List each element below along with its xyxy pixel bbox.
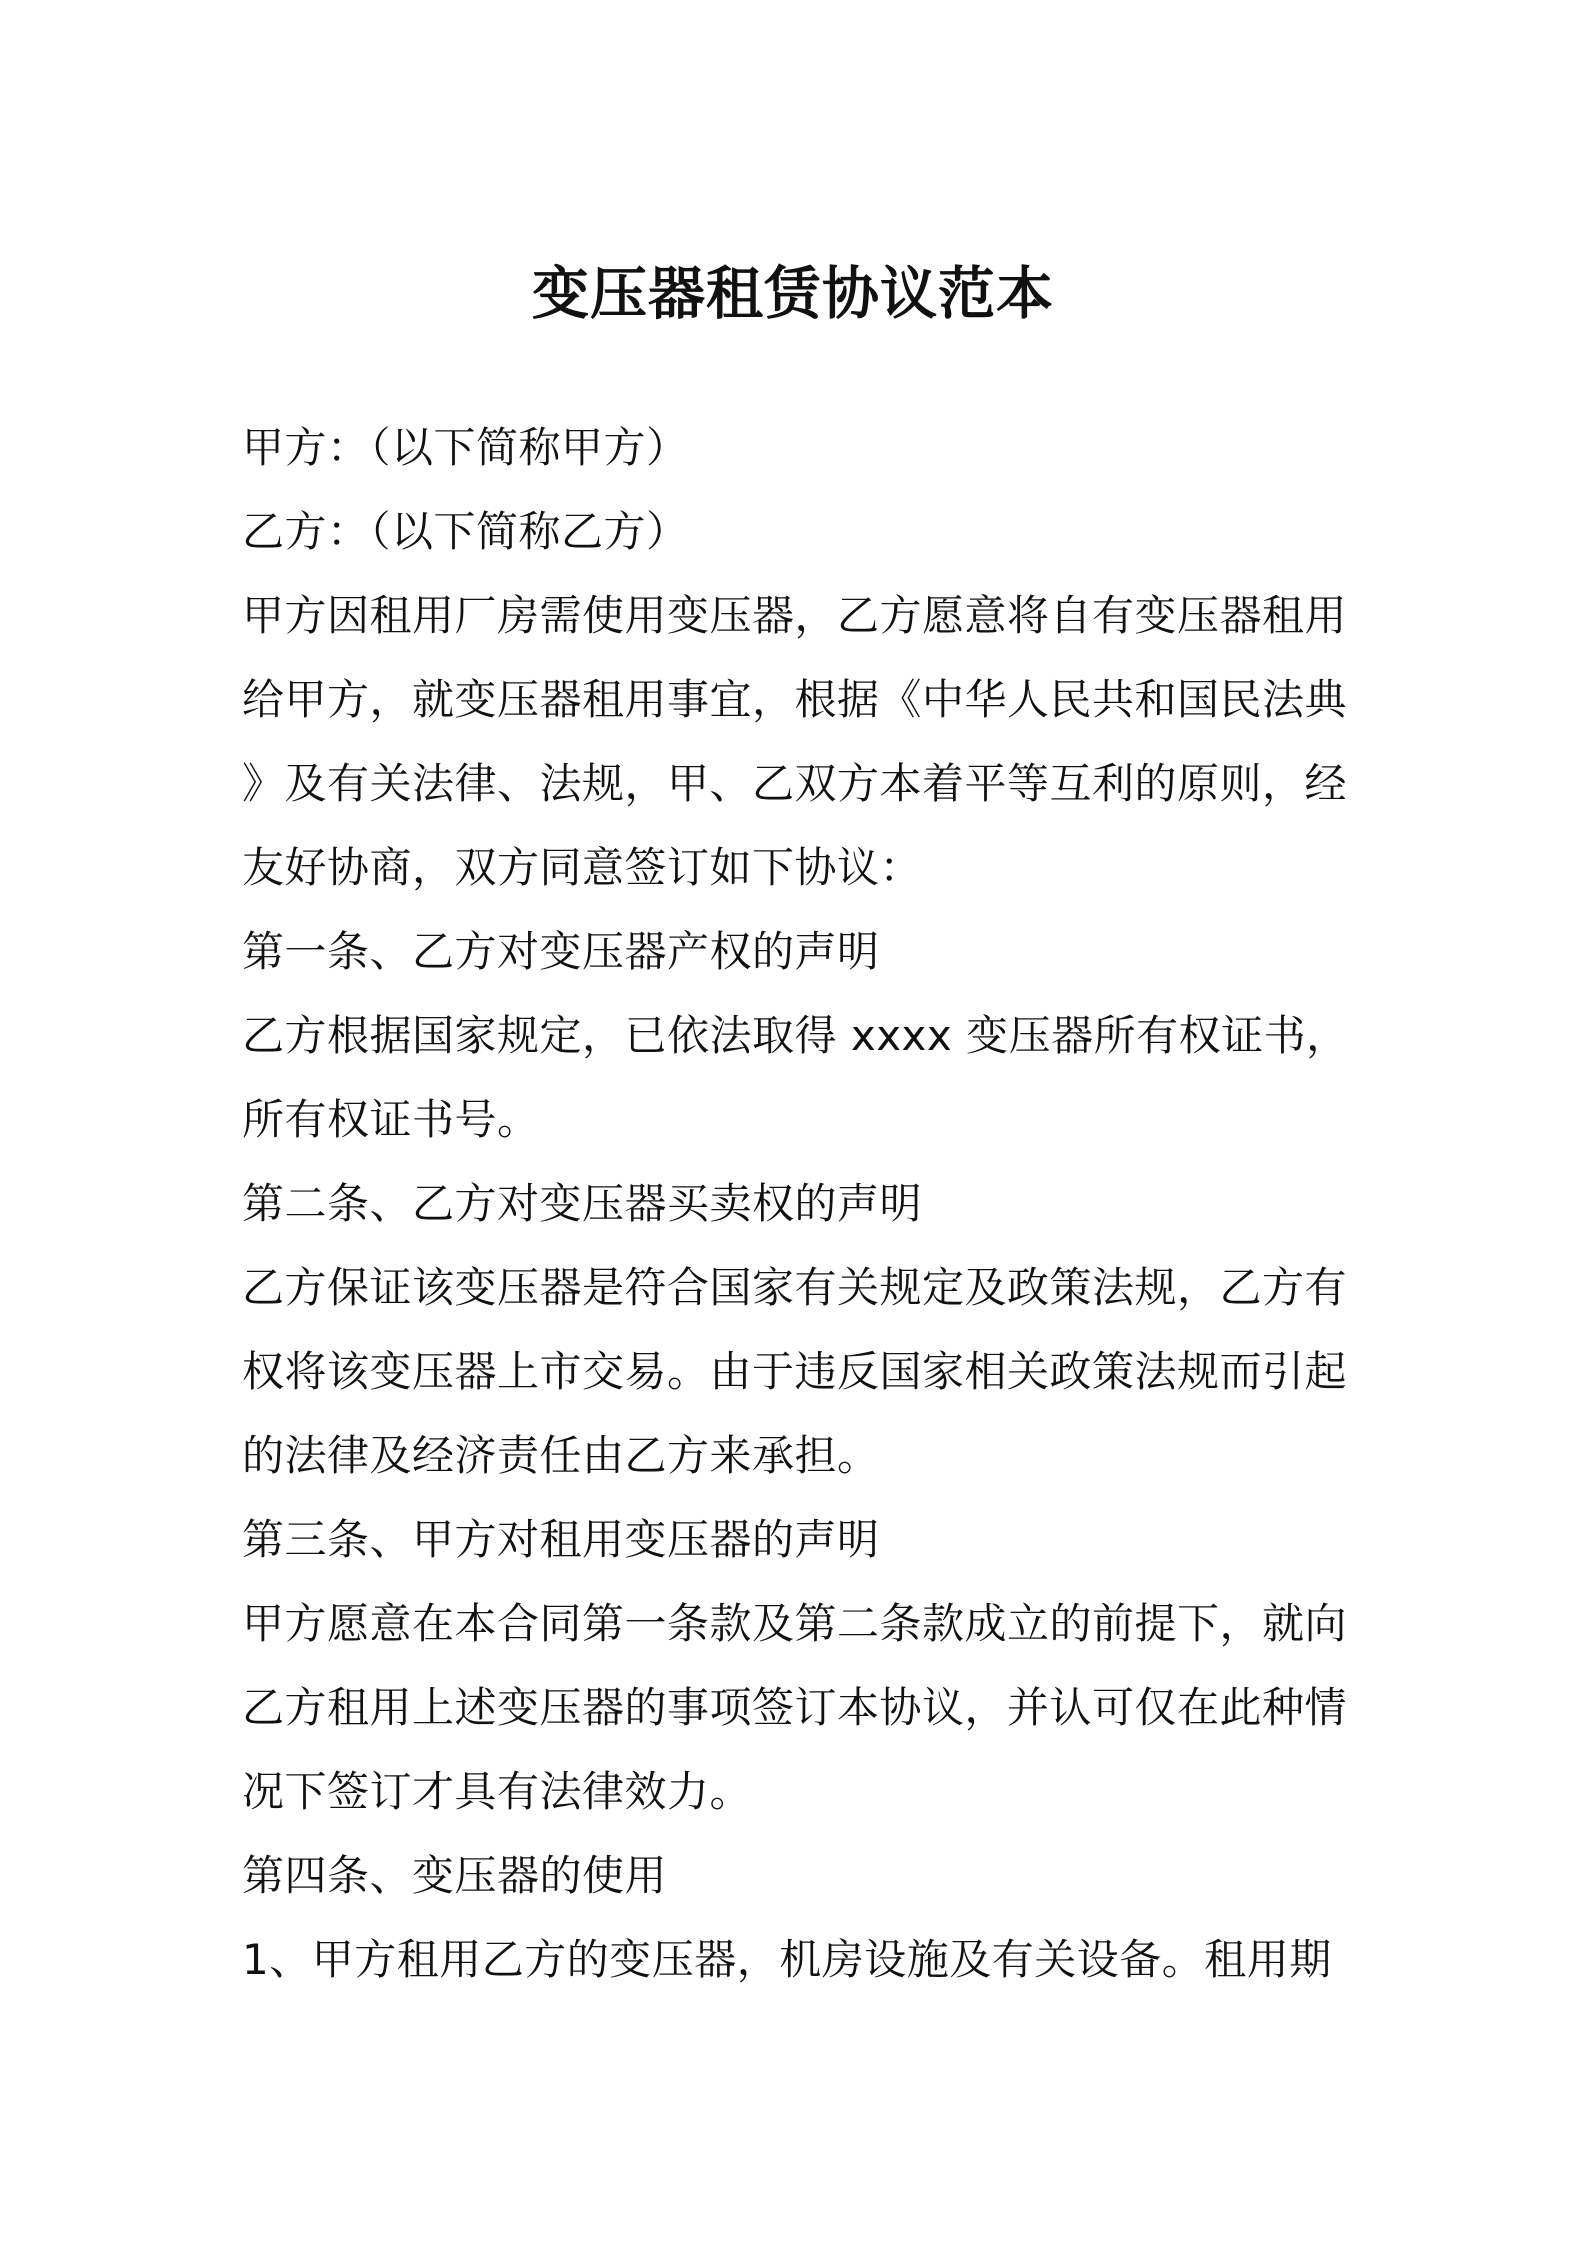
preamble-line: 友好协商，双方同意签订如下协议： bbox=[242, 843, 923, 892]
article-1-text: 所有权证书号。 bbox=[242, 1095, 540, 1144]
article-2-text: 的法律及经济责任由乙方来承担。 bbox=[242, 1431, 880, 1480]
document-body bbox=[242, 406, 1362, 2002]
preamble-line: 》及有关法律、法规，甲、乙双方本着平等互利的原则，经 bbox=[242, 759, 1348, 808]
article-2-text: 权将该变压器上市交易。由于违反国家相关政策法规而引起 bbox=[242, 1347, 1348, 1396]
preamble-line: 给甲方，就变压器租用事宜，根据《中华人民共和国民法典 bbox=[242, 675, 1348, 724]
article-1-text: 乙方根据国家规定，已依法取得 xxxx 变压器所有权证书， bbox=[242, 1011, 1349, 1060]
article-3-text: 况下签订才具有法律效力。 bbox=[242, 1767, 753, 1816]
party-b-line: 乙方：（以下简称乙方） bbox=[242, 507, 689, 556]
article-4-heading: 第四条、变压器的使用 bbox=[242, 1851, 668, 1900]
party-a-line: 甲方：（以下简称甲方） bbox=[242, 423, 689, 472]
article-3-text: 甲方愿意在本合同第一条款及第二条款成立的前提下，就向 bbox=[242, 1599, 1348, 1648]
document-title: 变压器租赁协议范本 bbox=[532, 261, 1054, 327]
article-2-heading: 第二条、乙方对变压器买卖权的声明 bbox=[242, 1179, 923, 1228]
article-3-heading: 第三条、甲方对租用变压器的声明 bbox=[242, 1515, 880, 1564]
article-3-text: 乙方租用上述变压器的事项签订本协议，并认可仅在此种情 bbox=[242, 1683, 1348, 1732]
article-1-heading: 第一条、乙方对变压器产权的声明 bbox=[242, 927, 880, 976]
preamble-line: 甲方因租用厂房需使用变压器，乙方愿意将自有变压器租用 bbox=[242, 591, 1348, 640]
article-4-item-1: 1、甲方租用乙方的变压器，机房设施及有关设备。租用期 bbox=[242, 1935, 1332, 1984]
article-2-text: 乙方保证该变压器是符合国家有关规定及政策法规，乙方有 bbox=[242, 1263, 1348, 1312]
